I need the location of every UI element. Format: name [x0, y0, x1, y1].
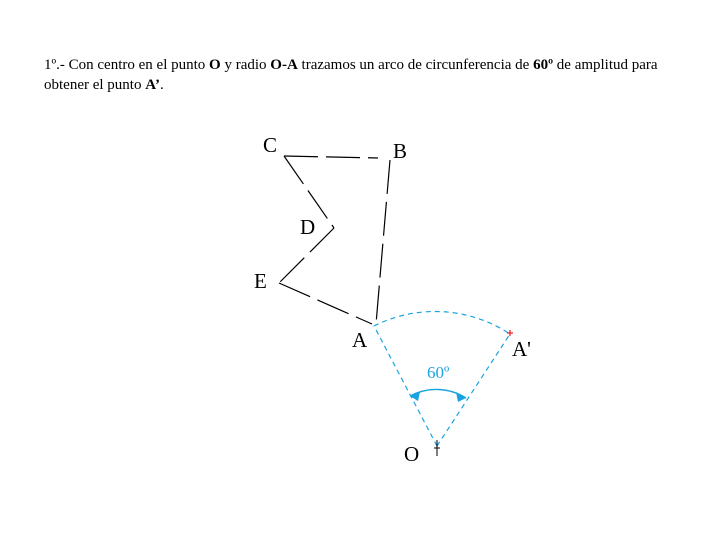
angle-label: 60º: [427, 363, 450, 382]
point-label-c: C: [263, 133, 278, 157]
instruction-angle: 60º: [533, 57, 554, 73]
instruction-radius-oa: O-A: [270, 57, 298, 73]
instruction-point-a-prime: A’: [145, 77, 160, 93]
point-label-o: O: [404, 442, 420, 466]
point-a-prime-marker: [507, 330, 513, 336]
segment-c-b: [284, 156, 378, 158]
instruction-part-1: 1º.- Con centro en el punto: [44, 57, 210, 73]
radius-o-a: [374, 326, 437, 446]
figure-outline: [279, 156, 390, 324]
instruction-part-3: trazamos un arco de circunferencia de: [297, 57, 534, 73]
segment-b-a: [376, 160, 390, 324]
point-label-d: D: [300, 215, 316, 239]
point-label-e: E: [254, 269, 267, 293]
point-label-a: A: [352, 328, 368, 352]
point-label-b: B: [393, 139, 408, 163]
segment-e-a: [279, 283, 372, 324]
instruction-point-o: O: [209, 57, 221, 73]
arc-a-to-a-prime: [374, 312, 510, 334]
instruction-part-4: de amplitud para obtener el punto: [44, 57, 658, 93]
point-label-a-prime: A': [512, 337, 531, 361]
instruction-part-5: .: [159, 77, 164, 93]
instruction-part-2: y radio: [220, 57, 271, 73]
